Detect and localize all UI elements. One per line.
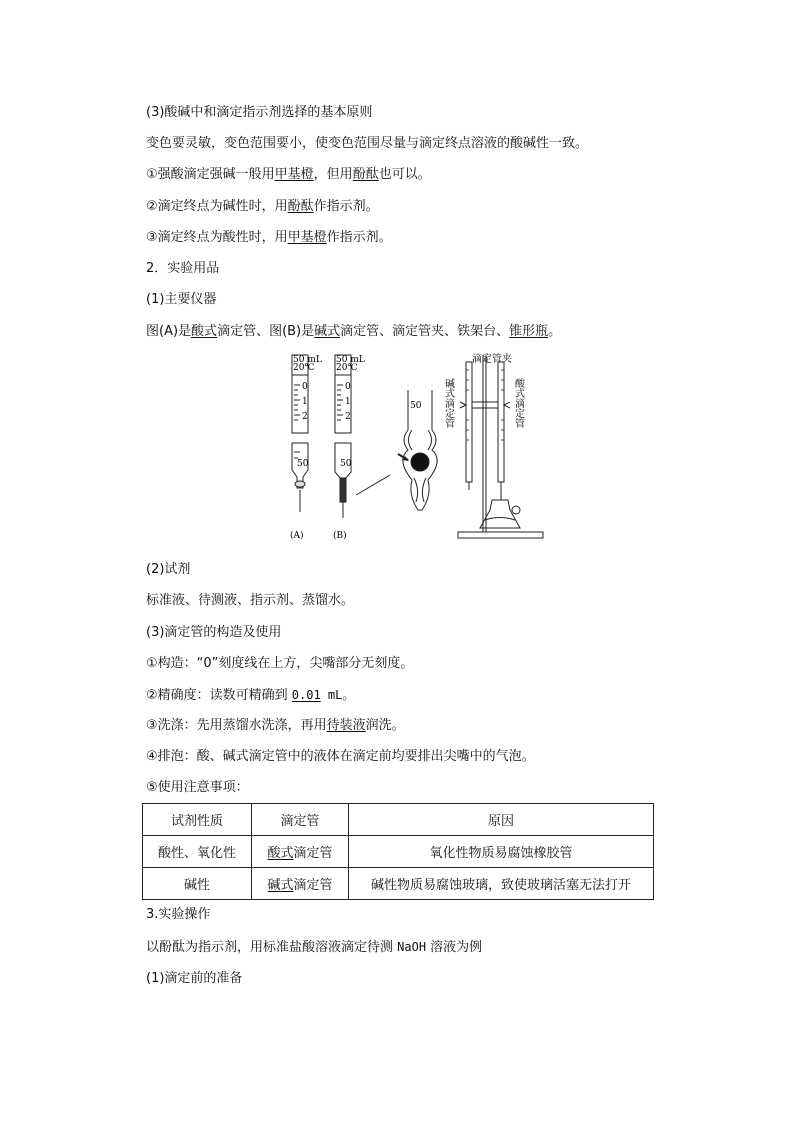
paragraph-principle: 变色要灵敏，变色范围要小，使变色范围尽量与滴定终点溶液的酸碱性一致。 bbox=[146, 136, 589, 151]
label-a: (A) bbox=[290, 531, 304, 541]
table-header: 试剂性质 bbox=[143, 804, 252, 836]
label-b: (B) bbox=[333, 531, 347, 541]
rule-3: ③滴定终点为酸性时，用甲基橙作指示剂。 bbox=[146, 230, 392, 245]
instrument-description: 图(A)是酸式滴定管、图(B)是碱式滴定管、滴定管夹、铁架台、锥形瓶。 bbox=[146, 324, 562, 339]
table-row bbox=[143, 836, 654, 868]
table-cell: 酸式滴定管 bbox=[252, 836, 349, 868]
tube-b-capacity: 50 mL bbox=[336, 355, 365, 365]
acid-burette-a bbox=[292, 355, 308, 512]
table-cell: 碱式滴定管 bbox=[252, 868, 349, 900]
tube-a-mark-1: 1 bbox=[302, 397, 308, 407]
table-cell: 碱性物质易腐蚀玻璃，致使玻璃活塞无法打开 bbox=[349, 868, 654, 900]
tube-a-mark-0: 0 bbox=[302, 382, 308, 392]
tube-b-mark-0: 0 bbox=[345, 382, 351, 392]
iron-stand bbox=[458, 355, 543, 538]
item-washing: ③洗涤：先用蒸馏水洗涤，再用待装液润洗。 bbox=[146, 718, 405, 733]
zoom-pointer bbox=[356, 475, 390, 495]
burette-figure bbox=[280, 350, 550, 545]
tube-a-mark-2: 2 bbox=[302, 412, 308, 422]
item-notes: ⑤使用注意事项： bbox=[146, 780, 249, 795]
rule-2: ②滴定终点为碱性时，用酚酞作指示剂。 bbox=[146, 199, 379, 214]
reagent-list: 标准液、待测液、指示剂、蒸馏水。 bbox=[146, 593, 355, 608]
base-burette-b bbox=[335, 355, 351, 518]
tube-b-mark-2: 2 bbox=[345, 412, 351, 422]
tube-a-temp: 20℃ bbox=[293, 363, 315, 373]
table-header: 原因 bbox=[349, 804, 654, 836]
acid-burette-label: 酸式滴定管 bbox=[512, 378, 524, 428]
precautions-table bbox=[142, 803, 654, 900]
clamp-label: 滴定管夹 bbox=[472, 354, 512, 365]
section-title-indicator: (3)酸碱中和滴定指示剂选择的基本原则 bbox=[146, 105, 373, 120]
rule-1: ①强酸滴定强碱一般用甲基橙，但用酚酞也可以。 bbox=[146, 167, 431, 182]
table-cell: 酸性、氧化性 bbox=[143, 836, 252, 868]
subheading-instruments: (1)主要仪器 bbox=[146, 292, 217, 307]
tube-b-mark-1: 1 bbox=[345, 397, 351, 407]
base-burette-label: 碱式滴定管 bbox=[442, 378, 454, 428]
subheading-burette-use: (3)滴定管的构造及使用 bbox=[146, 625, 282, 640]
section-heading-2: 2．实验用品 bbox=[146, 261, 220, 276]
table-cell: 碱性 bbox=[143, 868, 252, 900]
detail-mark-50: 50 bbox=[410, 401, 422, 411]
table-row bbox=[143, 868, 654, 900]
table-header-row bbox=[143, 804, 654, 836]
operation-intro: 以酚酞为指示剂，用标准盐酸溶液滴定待测 NaOH 溶液为例 bbox=[146, 940, 483, 955]
subheading-preparation: (1)滴定前的准备 bbox=[146, 971, 243, 986]
tube-a-capacity: 50 mL bbox=[293, 355, 322, 365]
item-precision: ②精确度：读数可精确到 0.01 mL。 bbox=[146, 688, 355, 703]
table-cell: 氧化性物质易腐蚀橡胶管 bbox=[349, 836, 654, 868]
subheading-reagents: (2)试剂 bbox=[146, 562, 191, 577]
table-header: 滴定管 bbox=[252, 804, 349, 836]
tube-b-temp: 20℃ bbox=[336, 363, 358, 373]
tube-b-mark-50: 50 bbox=[340, 459, 352, 469]
item-structure: ①构造：“0”刻度线在上方，尖嘴部分无刻度。 bbox=[146, 656, 414, 671]
item-bubbles: ④排泡：酸、碱式滴定管中的液体在滴定前均要排出尖嘴中的气泡。 bbox=[146, 749, 535, 764]
section-heading-3: 3.实验操作 bbox=[146, 907, 211, 922]
tube-a-mark-50: 50 bbox=[297, 459, 309, 469]
